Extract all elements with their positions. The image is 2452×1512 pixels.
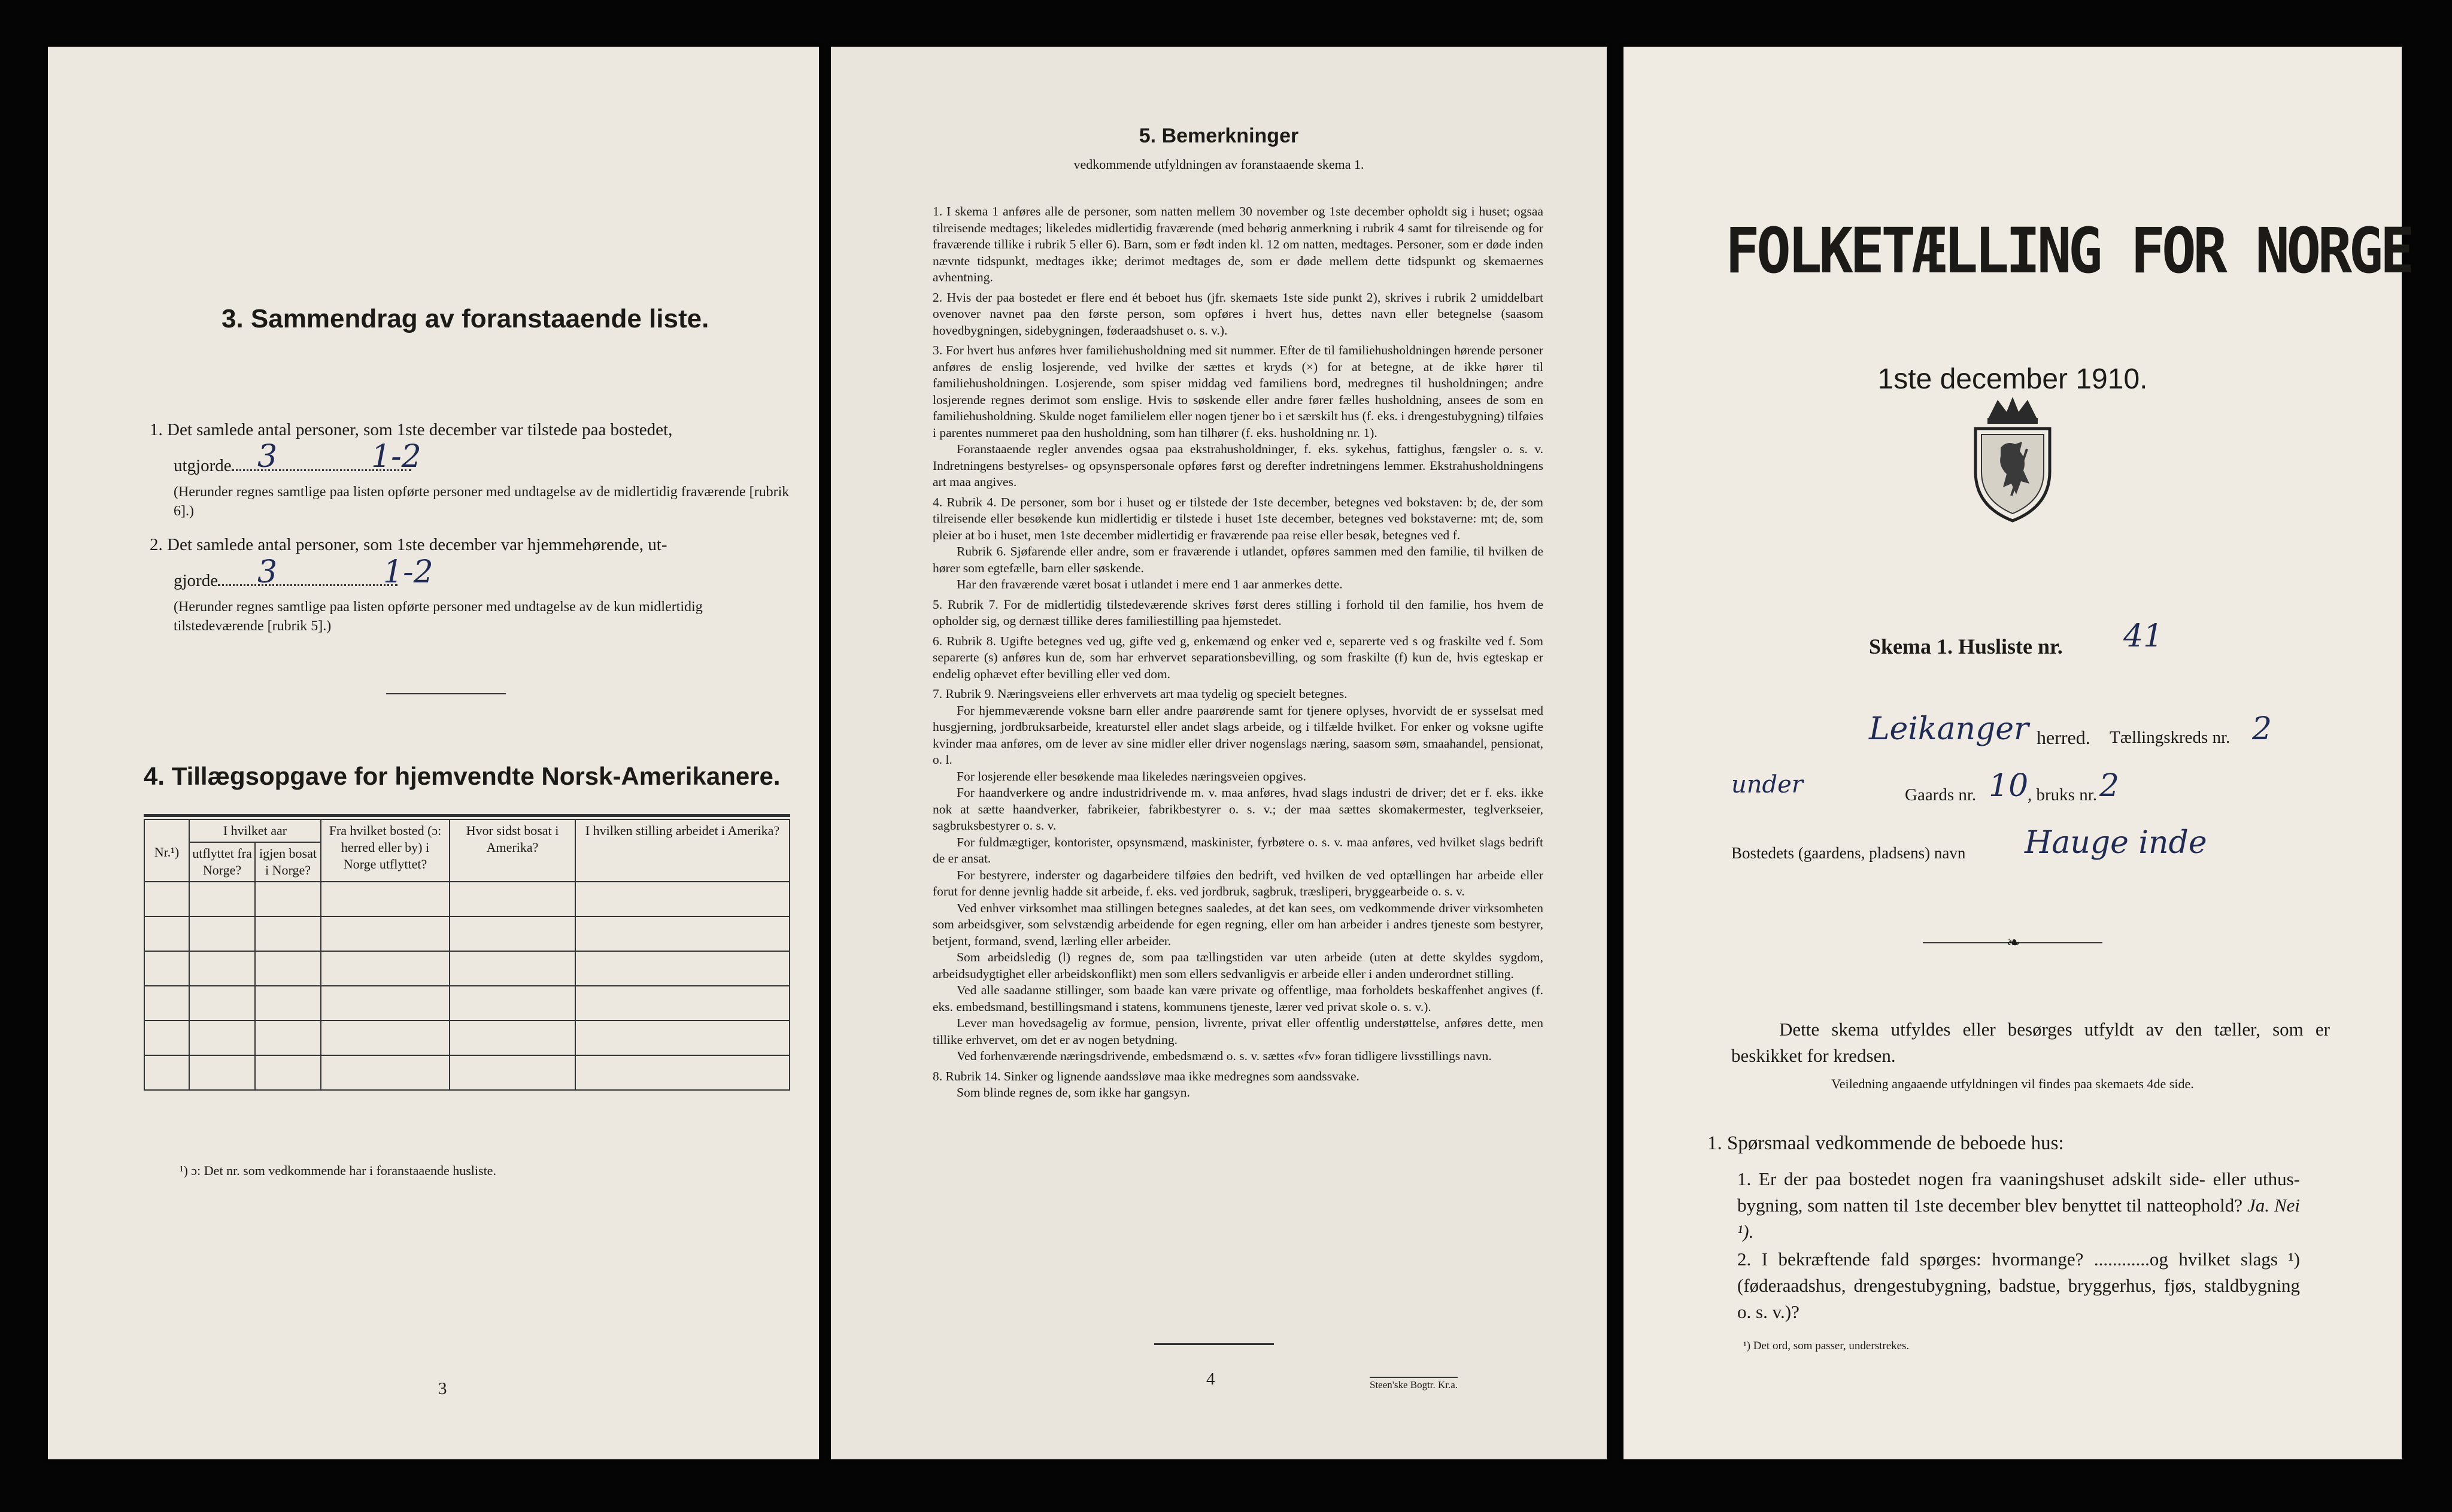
remark-4b: Rubrik 6. Sjøfarende eller andre, som er fraværende i utlandet, opføres sammen med den familie, til hvilken de hører som egtefælle, barn eller søskende. xyxy=(933,544,1543,575)
page-right xyxy=(1623,47,2411,1459)
item1-value: 3 xyxy=(257,439,278,475)
gaards-prefix: under xyxy=(1731,771,1803,798)
skema-label: Skema 1. Husliste nr. xyxy=(1869,634,2063,658)
remark-3b: Foranstaaende regler anvendes ogsaa paa ekstrahusholdninger, f. eks. sykehus, fattighus, fængsler o. s. v. Indretningens bestyrelses- og opsynspersonale opføres først og derefter indretningens lemmer. Ekstrahusholdningens art maa angives. xyxy=(933,442,1543,489)
item2-gjorde-label: gjorde xyxy=(174,571,219,590)
remark-4: 4. Rubrik 4. De personer, som bor i huset og er tilstede der 1ste december, betegnes ved bokstaven: b; de, der som tilreisende eller besøkende kun midlertidig er tilstede i huset 1ste december, betegnes ved bokstaverne: mt; de, som pleier at bo i huset, men 1ste december midlertidig er fraværende paa reise eller besøk, betegnes ved f. xyxy=(933,494,1543,542)
q1-1 xyxy=(1737,1166,2300,1245)
col-i-hvilket-aar: I hvilket aar xyxy=(189,819,321,842)
q1-1-text: 1. Er der paa bostedet nogen fra vaaningshuset adskilt side- eller uthus-bygning, som natten til 1ste december blev benyttet til natteophold? xyxy=(1737,1168,2300,1216)
table-row xyxy=(144,951,790,986)
q1-title: 1. Spørsmaal vedkommende de beboede hus: xyxy=(1707,1133,2064,1154)
item1-utgjorde-label: utgjorde xyxy=(174,456,232,475)
remark-7i: Ved alle saadanne stillinger, som baade kan være private og offentlige, maa forholdets beskaffenhet angives (f. eks. embedsmand, bestillingsmand i statens, kommunens tjeneste, lærer ved privat skole o. s. v.). xyxy=(933,983,1543,1014)
table-row xyxy=(144,916,790,951)
remarks-list xyxy=(933,204,1543,1101)
printer-mark: Steen'ske Bogtr. Kr.a. xyxy=(1370,1377,1458,1391)
herred-label: herred. xyxy=(2037,727,2090,748)
remark-7f: For bestyrere, inderster og dagarbeidere tilføies den bedrift, ved hvilken de ved optællingen har arbeide eller forut for denne jevnlig hadde sit arbeide, f. eks. ved jordbruk, sagbruk, træsliperi, bryggearbeide o. s. v. xyxy=(933,867,1543,898)
col-hvor-sidst: Hvor sidst bosat i Amerika? xyxy=(450,819,575,882)
norsk-amerikanere-table xyxy=(144,819,790,1091)
footnote: ¹) Det ord, som passer, understrekes. xyxy=(1743,1340,1910,1352)
table-row xyxy=(144,986,790,1021)
page-number: 3 xyxy=(438,1379,447,1398)
footnote: ¹) ɔ: Det nr. som vedkommende har i foranstaaende husliste. xyxy=(180,1163,496,1178)
remark-2: 2. Hvis der paa bostedet er flere end ét beboet hus (jfr. skemaets 1ste side punkt 2), skrives i rubrik 2 umiddelbart ovenover navnet paa den første person, som opføres i hvert hus, dettes navn eller betegnelse (saasom hovedbygningen, sidebygningen, føderaadshuset o. s. v.). xyxy=(933,290,1543,338)
table-row xyxy=(144,882,790,916)
remarks-subtitle: vedkommende utfyldningen av foranstaaende skema 1. xyxy=(1073,157,1364,172)
remark-7g: Ved enhver virksomhet maa stillingen betegnes saaledes, at det kan sees, om vedkommende driver virksomheten som arbeidsgiver, som selvstændig arbeidende for egen regning, eller om han arbeider i andres tjeneste som bestyrer, betjent, formand, svend, lærling eller arbeider. xyxy=(933,900,1543,948)
table-row xyxy=(144,1021,790,1055)
remark-7c: For losjerende eller besøkende maa likeledes næringsveien opgives. xyxy=(957,769,1306,784)
q1-1-answer: Ja. Nei ¹). xyxy=(1737,1195,2301,1242)
remark-7j: Lever man hovedsagelig av formue, pension, livrente, privat eller offentlig understøttelse, anføres dette, men tillike erhvervet, om det er av nogen betydning. xyxy=(933,1016,1543,1047)
remark-7h: Som arbeidsledig (l) regnes de, som paa tællingstiden var uten arbeide (uten at dette skyldes sygdom, arbeidsudygtighet eller arbeidskonflikt) men som ellers sedvanligvis er arbeide eller i anden underordnet stilling. xyxy=(933,950,1543,981)
intro-text: Dette skema utfyldes eller besørges utfyldt av den tæller, som er beskikket for kredsen. xyxy=(1731,1019,2330,1066)
remark-3: 3. For hvert hus anføres hver familiehusholdning med sit nummer. Efter de til familiehusholdningen hørende personer anføres de enslig losjerende, ved hvilke der sættes et kryds (×) for at betegne, at de ikke hører til familiehusholdningen. Losjerende, som spiser middag ved familiens bord, medregnes til husholdningen; andre losjerende regnes derimot som enslige. Hvis to søskende eller andre fører fælles husholdning, ansees de som en familiehusholdning. Skulde noget familielem eller nogen tjener bo i et særskilt hus (f. eks. i drengestubygning) tilføies i parentes nummeret paa den husholdning, som han tilhører (f. eks. husholdning nr. 1). xyxy=(933,343,1543,440)
remark-7k: Ved forhenværende næringsdrivende, embedsmænd o. s. v. sættes «fv» foran tidligere livsstillings navn. xyxy=(957,1049,1492,1063)
page-middle xyxy=(831,47,1607,1459)
item2-text: 2. Det samlede antal personer, som 1ste december var hjemmehørende, ut- xyxy=(150,535,667,554)
col-utflyttet: utflyttet fra Norge? xyxy=(189,842,255,882)
remark-5: 5. Rubrik 7. For de midlertidig tilstedeværende skrives først deres stilling i forhold til den familie, hos hvem de opholder sig, og dernæst tillike deres familiestilling paa hjemstedet. xyxy=(933,597,1543,628)
coat-of-arms-icon xyxy=(1965,394,2060,526)
section4-title: 4. Tillægsopgave for hjemvendte Norsk-Amerikanere. xyxy=(144,762,781,790)
kreds-label: Tællingskreds nr. xyxy=(2110,728,2231,747)
divider xyxy=(386,693,506,694)
table-row xyxy=(144,1055,790,1090)
gaards-value: 10 xyxy=(1989,768,2029,804)
remark-7d: For haandverkere og andre industridrivende m. v. maa anføres, hvad slags industri de driver; det er f. eks. ikke nok at sætte haandverker, fabrikeier, fabrikbestyrer o. s. v.; der maa sættes skomakermester, teglverkseier, sagbruksbestyrer o. s. v. xyxy=(933,785,1543,833)
item2-note: (Herunder regnes samtlige paa listen opførte personer med undtagelse av de kun midlertidig tilstedeværende [rubrik 5].) xyxy=(174,599,703,634)
page-left xyxy=(48,47,819,1459)
bosted-value: Hauge inde xyxy=(2025,825,2207,861)
item1-value2: 1-2 xyxy=(371,439,421,475)
divider xyxy=(1154,1343,1274,1345)
census-title: FOLKETÆLLING FOR NORGE xyxy=(1725,214,2411,287)
col-stilling: I hvilken stilling arbeidet i Amerika? xyxy=(575,819,790,882)
q1-2: 2. I bekræftende fald spørges: hvormange? ............og hvilket slags ¹) (føderaadshus, drengestubygning, badstue, bryggerhus, fjøs, staldbygning o. s. v.)? xyxy=(1737,1249,2300,1322)
bosted-label: Bostedets (gaardens, pladsens) navn xyxy=(1731,844,1966,862)
page-number: 4 xyxy=(1206,1370,1215,1389)
bruks-label: , bruks nr. xyxy=(2028,785,2097,804)
remark-8b: Som blinde regnes de, som ikke har gangsyn. xyxy=(957,1085,1190,1100)
ornament-icon: ❧ xyxy=(2007,934,2021,952)
remark-8: 8. Rubrik 14. Sinker og lignende aandssløve maa ikke medregnes som aandssvake. xyxy=(933,1068,1359,1083)
section3-title: 3. Sammendrag av foranstaaende liste. xyxy=(221,304,709,333)
gaards-label: Gaards nr. xyxy=(1905,785,1977,804)
col-igjen-bosat: igjen bosat i Norge? xyxy=(255,842,321,882)
remark-4c: Har den fraværende været bosat i utlandet i mere end 1 aar anmerkes dette. xyxy=(957,577,1343,591)
item1-note: (Herunder regnes samtlige paa listen opførte personer med undtagelse av de midlertidig fraværende [rubrik 6].) xyxy=(174,484,790,519)
bruks-value: 2 xyxy=(2099,768,2120,804)
husliste-nr-value: 41 xyxy=(2123,618,2163,654)
remark-7: 7. Rubrik 9. Næringsveiens eller erhvervets art maa tydelig og specielt betegnes. xyxy=(933,687,1348,701)
herred-value: Leikanger xyxy=(1869,711,2029,747)
item1-text: 1. Det samlede antal personer, som 1ste december var tilstede paa bostedet, xyxy=(150,420,673,439)
census-date: 1ste december 1910. xyxy=(1877,363,2148,395)
table-top-rule xyxy=(144,814,790,817)
col-nr: Nr.¹) xyxy=(144,819,189,882)
remark-6: 6. Rubrik 8. Ugifte betegnes ved ug, gifte ved g, enkemænd og enker ved e, separerte ved s og fraskilte ved f. Som separerte (s) anføres kun de, som har erhvervet separationsbevilling, og som fraskilte (f) kun de, hvis egteskap er endelig ophævet efter bevilling eller ved dom. xyxy=(933,633,1543,681)
remark-1: 1. I skema 1 anføres alle de personer, som natten mellem 30 november og 1ste december opholdt sig i huset; ogsaa tilreisende medtages; likeledes midlertidig fraværende (med behørig anmerkning i rubrik 4 samt for tilreisende og for fraværende tillike i rubrik 5 eller 6). Barn, som er født inden kl. 12 om natten, medtages. Personer, som er døde inden nævnte tidspunkt, medtages ikke; derimot medtages de, som er døde mellem dette tidspunkt og skemaernes avhentning. xyxy=(933,204,1543,284)
remark-7e: For fuldmægtiger, kontorister, opsynsmænd, maskinister, fyrbøtere o. s. v. maa anføres, ved hvilket slags bedrift de er ansat. xyxy=(933,834,1543,866)
item2-value: 3 xyxy=(257,554,278,590)
veiledning-text: Veiledning angaaende utfyldningen vil findes paa skemaets 4de side. xyxy=(1831,1076,2194,1091)
kreds-value: 2 xyxy=(2252,711,2272,747)
item2-gjorde xyxy=(174,569,397,593)
remarks-title: 5. Bemerkninger xyxy=(1139,125,1299,147)
item2-value2: 1-2 xyxy=(383,554,433,590)
col-fra-hvilket-bosted: Fra hvilket bosted (ɔ: herred eller by) i Norge utflyttet? xyxy=(321,819,450,882)
remark-7b: For hjemmeværende voksne barn eller andre paarørende samt for tjenere oplyses, hvorvidt de er sysselsat med husgjerning, jordbruksarbeide, kreaturstel eller andet slags arbeide, og i tilfælde hvilket. For enker og voksne ugifte kvinder maa anføres, om de lever av sine midler eller driver nogenslags næring, saasom søm, smaahandel, pensionat, o. l. xyxy=(933,703,1543,767)
